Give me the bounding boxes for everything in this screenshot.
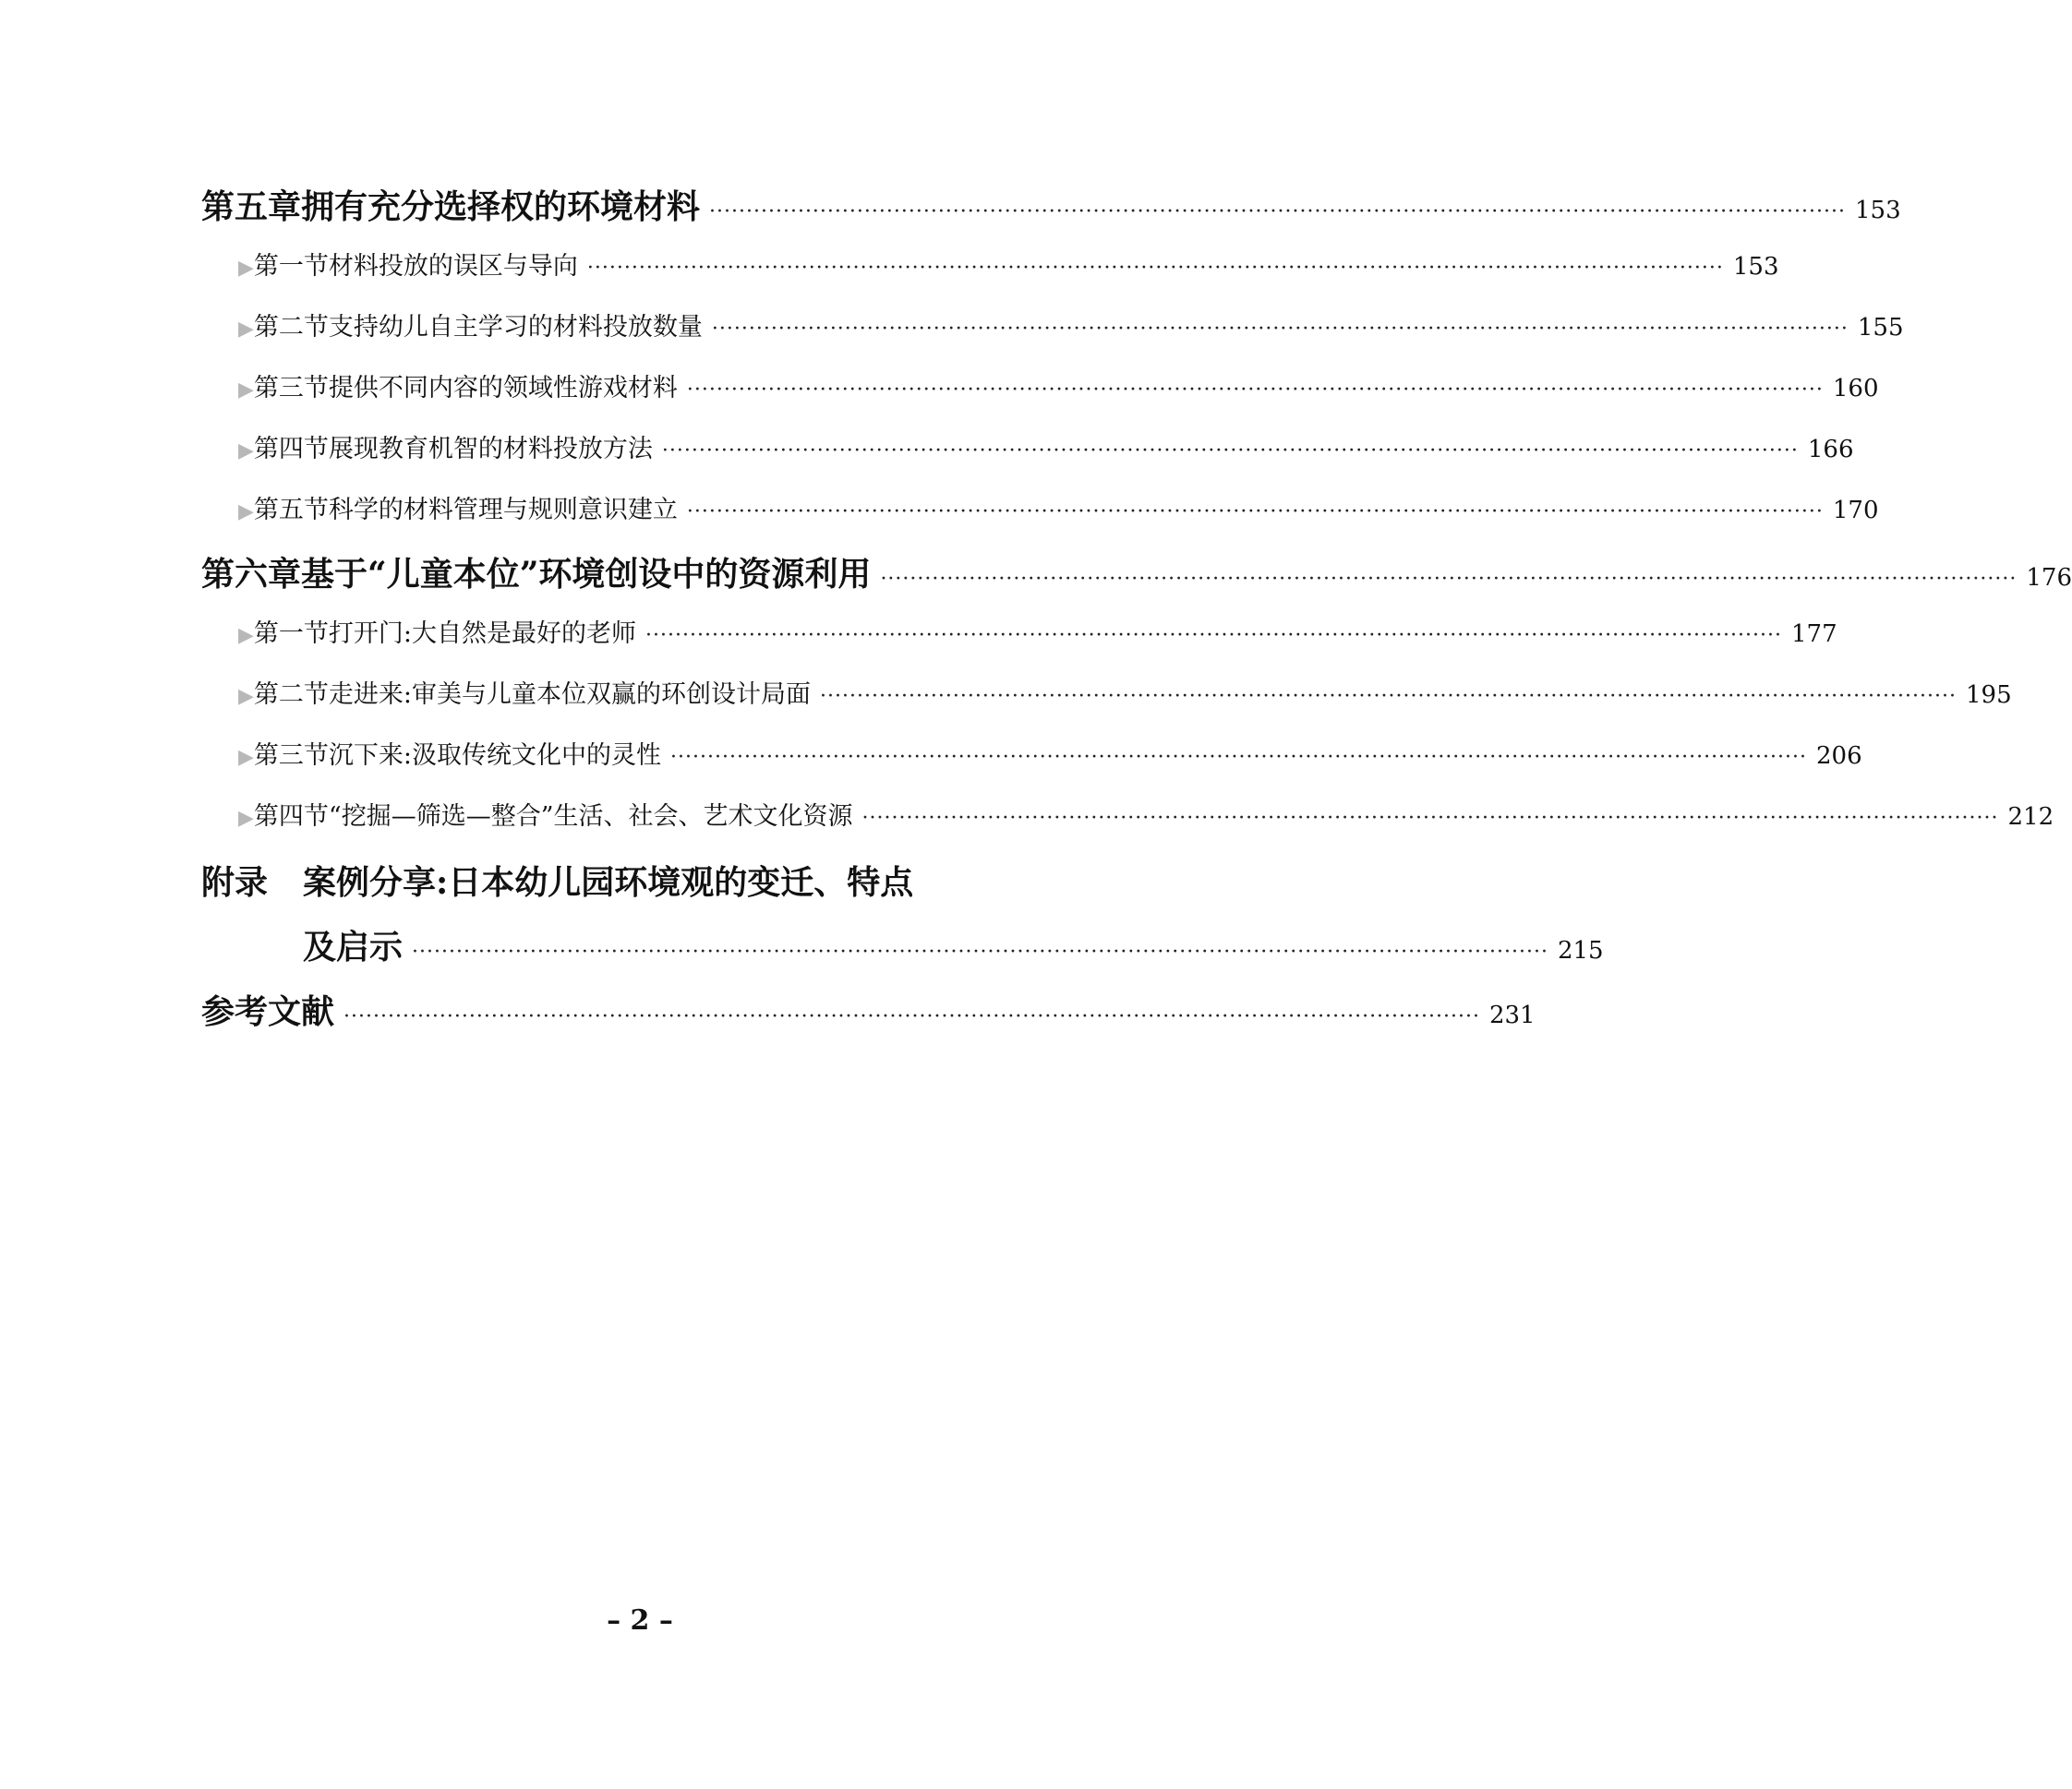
dot-leader: [587, 257, 1724, 280]
page-number: 215: [1557, 937, 1604, 965]
chapter-title: 拥有充分选择权的环境材料: [301, 187, 701, 226]
page-number: 212: [2007, 803, 2054, 831]
section-title: “挖掘—筛选—整合”生活、社会、艺术文化资源: [328, 802, 853, 831]
page-number: 155: [1857, 314, 1904, 342]
section-title: 科学的材料管理与规则意识建立: [328, 496, 678, 524]
dot-leader: [709, 200, 1846, 223]
triangle-right-icon: ▶: [238, 318, 254, 341]
section-title: 材料投放的误区与导向: [328, 252, 578, 281]
page-number: 177: [1790, 620, 1837, 648]
section-label: 第四节: [253, 435, 329, 463]
references-title: 参考文献: [201, 992, 335, 1031]
toc-section[interactable]: [238, 674, 2012, 710]
dot-leader: [645, 624, 1782, 647]
page-number: 231: [1488, 1002, 1536, 1029]
toc-section[interactable]: [238, 613, 1837, 649]
section-label: 第一节: [253, 252, 329, 281]
page-number: 160: [1832, 375, 1879, 402]
dot-leader: [862, 807, 1999, 830]
dot-leader: [670, 746, 1807, 769]
toc-section[interactable]: [238, 367, 1879, 403]
dot-leader: [343, 1005, 1480, 1028]
toc-appendix-continued[interactable]: [303, 921, 1604, 968]
section-title: 走进来:审美与儿童本位双赢的环创设计局面: [328, 680, 812, 709]
triangle-right-icon: ▶: [238, 439, 254, 462]
dot-leader: [662, 439, 1799, 462]
dot-leader: [820, 685, 1957, 708]
toc-chapter-5[interactable]: [201, 181, 1901, 228]
page-footer-number: – 2 –: [607, 1604, 673, 1637]
section-title: 沉下来:汲取传统文化中的灵性: [328, 741, 662, 770]
appendix-title-line1: 案例分享:日本幼儿园环境观的变迁、特点: [303, 863, 914, 902]
section-label: 第三节: [253, 374, 329, 402]
appendix-label: 附录: [201, 863, 269, 902]
toc-section[interactable]: [238, 306, 1904, 342]
triangle-right-icon: ▶: [238, 378, 254, 402]
page-number: 195: [1965, 681, 2012, 709]
page-number: 166: [1807, 436, 1854, 463]
chapter-label: 第五章: [201, 187, 302, 226]
section-title: 支持幼儿自主学习的材料投放数量: [328, 313, 703, 342]
section-label: 第二节: [253, 680, 329, 709]
page-number: 153: [1854, 197, 1901, 224]
dot-leader: [412, 941, 1548, 964]
page-number: 206: [1815, 742, 1862, 770]
section-title: 打开门:大自然是最好的老师: [328, 619, 637, 648]
triangle-right-icon: ▶: [238, 624, 254, 647]
page-number: 176: [2026, 564, 2072, 592]
toc-section[interactable]: [238, 246, 1779, 282]
triangle-right-icon: ▶: [238, 685, 254, 708]
toc-references[interactable]: [201, 986, 1536, 1033]
appendix-title-line2: 及启示: [303, 928, 404, 967]
page-number: 170: [1832, 497, 1879, 524]
chapter-label: 第六章: [201, 555, 302, 594]
triangle-right-icon: ▶: [238, 500, 254, 523]
section-title: 提供不同内容的领域性游戏材料: [328, 374, 678, 402]
triangle-right-icon: ▶: [238, 746, 254, 769]
toc-section[interactable]: [238, 796, 2054, 832]
page-number: 153: [1732, 253, 1779, 281]
section-title: 展现教育机智的材料投放方法: [328, 435, 653, 463]
section-label: 第一节: [253, 619, 329, 648]
toc-section[interactable]: [238, 428, 1854, 464]
toc-appendix[interactable]: [201, 857, 1069, 904]
section-label: 第二节: [253, 313, 329, 342]
section-label: 第三节: [253, 741, 329, 770]
chapter-title: 基于“儿童本位”环境创设中的资源利用: [301, 555, 872, 594]
toc-chapter-6[interactable]: [201, 548, 2072, 595]
triangle-right-icon: ▶: [238, 257, 254, 280]
section-label: 第四节: [253, 802, 329, 831]
section-label: 第五节: [253, 496, 329, 524]
triangle-right-icon: ▶: [238, 807, 254, 830]
dot-leader: [687, 378, 1824, 402]
toc-section[interactable]: [238, 735, 1862, 771]
toc-section[interactable]: [238, 489, 1879, 525]
dot-leader: [880, 568, 2017, 591]
dot-leader: [687, 500, 1824, 523]
dot-leader: [712, 318, 1849, 341]
